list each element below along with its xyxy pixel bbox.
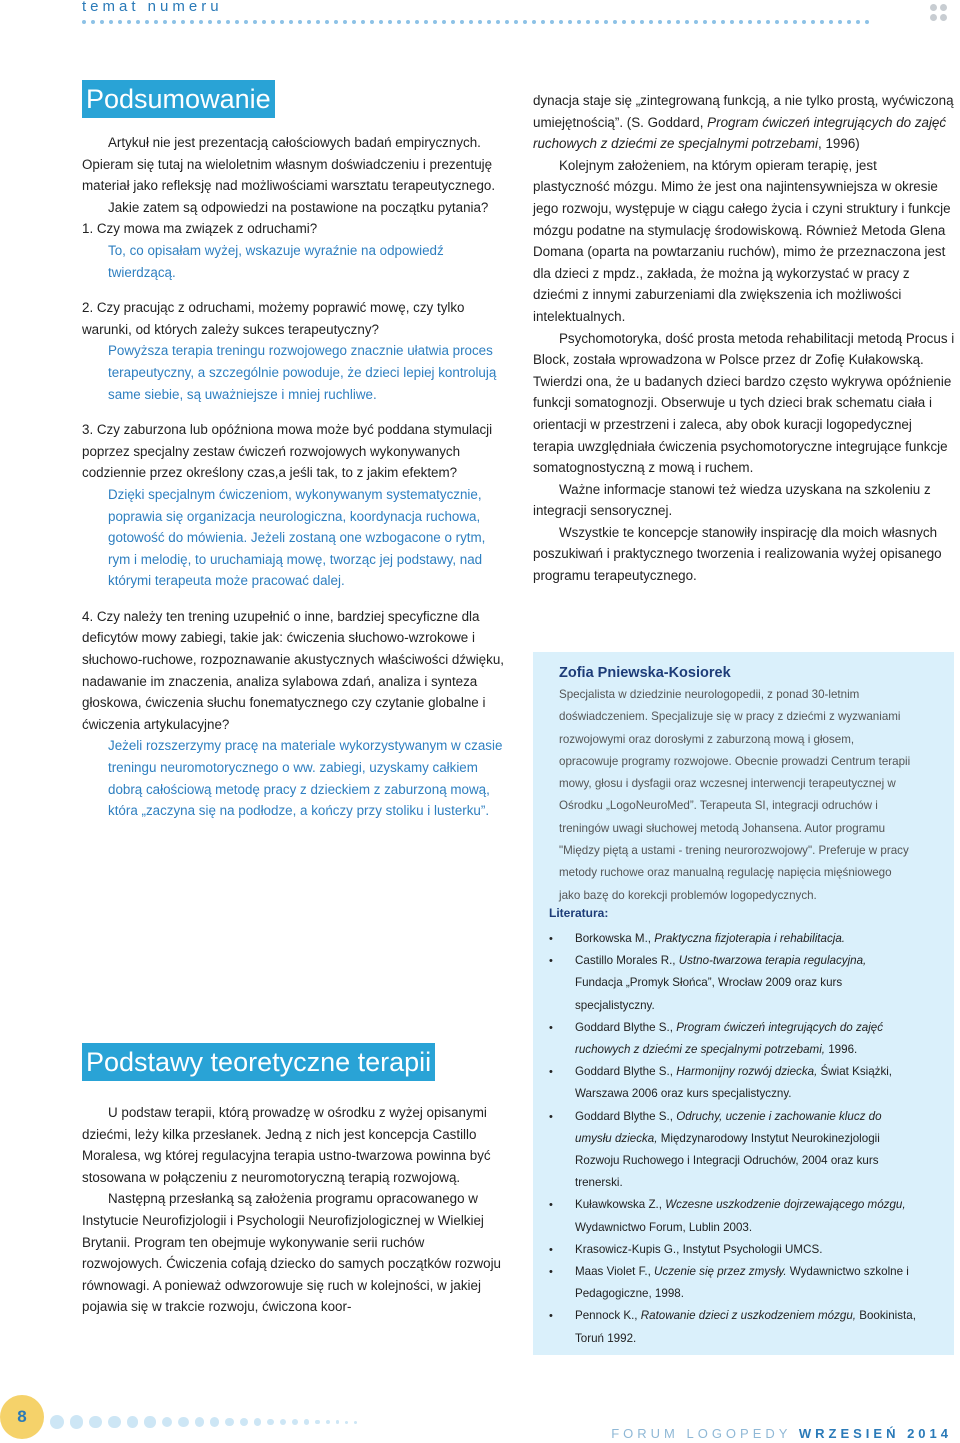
literature-heading: Literatura: (549, 906, 609, 920)
answer-2: Powyższa terapia treningu rozwojowego znacznie ułatwia proces terapeutyczny, a szczególnie powoduje, że dzieci lepiej kontrolują same siebie, są uważniejsze i mniej ruchliwe. (108, 343, 497, 402)
author-name: Zofia Pniewska-Kosiorek (559, 665, 731, 681)
reference-item: • Goddard Blythe S., Odruchy, uczenie i zachowanie klucz do umysłu dziecka, Międzynarodowy Instytut Neurokinezjologii Rozwoju Ruchowego i Integracji Odruchów, 2004 oraz kurs trenerski. (549, 1106, 917, 1195)
answer-3: Dzięki specjalnym ćwiczeniom, wykonywanym systematycznie, poprawia się organizacja neurologiczna, koordynacja ruchowa, gotowość do mówienia. Jeżeli zostaną one wzbogacone o rytm, rym i melodię, to uruchamiają mowę, tworząc jej podstawy, nad którymi terapeuta może pracować dalej. (108, 486, 486, 589)
psychomotor-paragraph: Psychomotoryka, dość prosta metoda rehabilitacji metodą Procus i Block, została wprowadzona w Polsce przez dr Zofię Kułakowską. Twierdzi ona, że u badanych dzieci bardzo często wykrywa opóźnienie funkcji somatognozji. Obserwuje u tych dzieci brak schematu ciała i orientacji w przestrzeni i zaleca, aby obok kuracji logopedycznej terapia uwzględniała ćwiczenia psychomotoryczne integrujące funkcje somatognostyczną z mową i ruchem. (533, 330, 955, 476)
reference-item: • Pennock K., Ratowanie dzieci z uszkodzeniem mózgu, Bookinista, Toruń 1992. (549, 1305, 917, 1349)
answer-4: Jeżeli rozszerzymy pracę na materiale wykorzystywanym w czasie treningu neuromotorycznego o ww. zabiegi, uzyskamy całkiem dobrą całościową metodę pracy z dzieckiem z zaburzoną mową, która „zaczyna się na podłodze, a kończy przy stoliku i lusterku”. (108, 738, 503, 819)
footer-dot-rule (50, 1415, 357, 1429)
left-column-theory (82, 1102, 506, 1318)
si-paragraph: Ważne informacje stanowi też wiedza uzyskana na szkoleniu z integracji sensorycznej. (533, 481, 931, 519)
answer-1: To, co opisałam wyżej, wskazuje wyraźnie na odpowiedź twierdzącą. (108, 242, 444, 280)
reference-item: • Kuławkowska Z., Wczesne uszkodzenie dojrzewającego mózgu, Wydawnictwo Forum, Lublin 2003. (549, 1194, 917, 1238)
inspiration-paragraph: Wszystkie te koncepcje stanowiły inspirację dla moich własnych poszukiwań i praktycznego tworzenia i realizowania wyżej opisanego programu terapeutycznego. (533, 524, 942, 584)
question-2: 2. Czy pracując z odruchami, możemy poprawić mowę, czy tylko warunki, od których zależy sukces terapeutyczny? (82, 300, 465, 337)
question-3: 3. Czy zaburzona lub opóźniona mowa może być poddana stymulacji poprzez specjalny zestaw ćwiczeń rozwojowych wykonywanych codziennie przez określony czas,a jeśli tak, to z jakim efektem? (82, 422, 493, 481)
intro-paragraph: Artykuł nie jest prezentacją całościowych badań empirycznych. Opieram się tutaj na wieloletnim własnym doświadczeniu i prezentuję materiał jako refleksję nad możliwościami warsztatu terapeutycznego. (82, 135, 496, 194)
left-column-summary (82, 132, 506, 822)
reference-item: • Maas Violet F., Uczenie się przez zmysły. Wydawnictwo szkolne i Pedagogiczne, 1998. (549, 1261, 917, 1305)
continuation-paragraph: dynacja staje się „zintegrowaną funkcją, a nie tylko prostą, wyćwiczoną umiejętnością”. (S. Goddard, Program ćwiczeń integrujących do zajęć ruchowych z dziećmi ze specjalnymi potrzebami, 1996) (533, 93, 954, 152)
section-label: temat numeru (82, 0, 223, 15)
reference-item: • Goddard Blythe S., Harmonijny rozwój dziecka, Świat Książki, Warszawa 2006 oraz kurs specjalistyczny. (549, 1061, 917, 1105)
theory-paragraph-1: U podstaw terapii, którą prowadzę w ośrodku z wyżej opisanymi dziećmi, leży kilka przesłanek. Jedną z nich jest koncepcja Castillo Moralesa, wg której regulacyjna terapia ustno-twarzowa powinna być stosowana w połączeniu z neuromotoryczną terapią rozwojową. (82, 1105, 491, 1185)
question-1: 1. Czy mowa ma związek z odruchami? (82, 221, 318, 237)
literature-list (549, 928, 917, 1350)
reference-item: • Goddard Blythe S., Program ćwiczeń integrujących do zajęć ruchowych z dziećmi ze specjalnymi potrzebami, 1996. (549, 1017, 917, 1061)
plasticity-paragraph: Kolejnym założeniem, na którym opieram terapię, jest plastyczność mózgu. Mimo że jest ona najintensywniejsza w okresie jego rozwoju, występuje w ciągu całego życia i czyni struktury i funkcje mózgu podatne na stymulację środowiskową. Również Metoda Glena Domana (oparta na powtarzaniu ruchów), mimo że przeznaczona jest dla dzieci z mpdz., zakłada, że można ją wykorzystać w pracy z dziećmi z innymi zaburzeniami dla zwiększenia ich możliwości intelektualnych. (533, 157, 951, 324)
reference-item: • Krasowicz-Kupis G., Instytut Psychologii UMCS. (549, 1239, 917, 1261)
heading-podsumowanie: Podsumowanie (82, 80, 275, 118)
questions-intro: Jakie zatem są odpowiedzi na postawione na początku pytania? (108, 199, 489, 215)
author-bio (559, 662, 914, 907)
reference-item: • Castillo Morales R., Ustno-twarzowa terapia regulacyjna, Fundacja „Promyk Słońca”, Wrocław 2009 oraz kurs specjalistyczny. (549, 950, 917, 1017)
reference-item: • Borkowska M., Praktyczna fizjoterapia i rehabilitacja. (549, 928, 917, 950)
page-number: 8 (17, 1407, 27, 1426)
question-4: 4. Czy należy ten trening uzupełnić o inne, bardziej specyficzne dla deficytów mowy zabiegi, takie jak: ćwiczenia słuchowo-wzrokowe i słuchowo-ruchowe, rozpoznawanie akustycznych właściwości dźwięku, nadawanie im znaczenia, analiza sylabowa zdań, analiza i synteza głoskowa, ćwiczenia słuchu fonematycznego czy czytanie globalne i ćwiczenia artykulacyjne? (82, 608, 504, 732)
heading-podstawy: Podstawy teoretyczne terapii (82, 1043, 435, 1081)
page-number-badge (0, 1395, 44, 1439)
header-dot-rule (82, 20, 869, 24)
author-description: Specjalista w dziedzinie neurologopedii, z ponad 30-letnim doświadczeniem. Specjalizuje się w pracy z dziećmi z wyzwaniami rozwojowymi oraz dorosłymi z zaburzoną mową i głosem, opracowuje programy rozwojowe. Obecnie prowadzi Centrum terapii mowy, głosu i dysfagii oraz wczesnej interwencji terapeutycznej w Ośrodku „LogoNeuroMed”. Terapeuta SI, integracji odruchów i treningów uwagi słuchowej metodą Johansena. Autor programu "Między piętą a ustami - trening neurorozwojowy". Preferuje w pracy metody ruchowe oraz manualną regulację napięcia mięśniowego jako bazę do korekcji problemów logopedycznych. (559, 688, 911, 902)
dots-icon (930, 4, 948, 22)
footer-journal: FORUM LOGOPEDY WRZESIEŃ 2014 (611, 1426, 952, 1441)
theory-paragraph-2: Następną przesłanką są założenia programu opracowanego w Instytucie Neurofizjologii i Psychologii Neurofizjologicznej w Wielkiej Brytanii. Program ten obejmuje wykonywanie serii ruchów rozwojowych. Ćwiczenia cofają dziecko do samych początków rozwoju równowagi. A ponieważ odwzorowuje się ruch w kolejności, w jakiej pojawia się w trakcie rozwoju, ćwiczona koor- (82, 1191, 502, 1315)
right-column (533, 90, 955, 587)
